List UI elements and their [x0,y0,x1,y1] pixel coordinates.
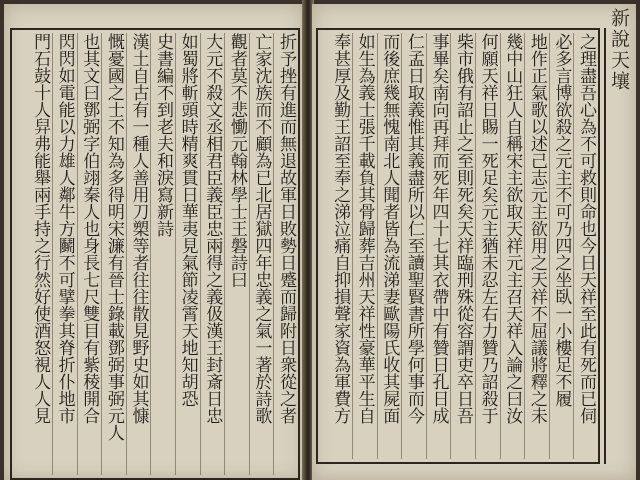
text-column: 慨憂國之士不知為多得明宋濂有晉士錄載鄧弼事弼元人 [101,33,126,475]
text-column: 柴市俄有詔止之至則死矣天祥臨刑殊從容謂吏卒日吾 [450,33,475,459]
text-column: 仁孟日取義惟其義盡所以仁至讀聖賢書所學何事而今 [401,33,426,459]
text-column: 折予挫有進而無退故軍日敗勢日蹙而歸附日衆從之者 [273,33,298,475]
text-column: 之理盡吾心為不可救則命也今日天祥至此有死而已伺 [573,33,598,459]
text-column: 如生為義士張千載負其骨歸葬吉州天祥性豪華平生自 [352,33,377,459]
left-text-frame [10,28,300,480]
left-page [4,4,304,480]
text-column: 漢土自古有一種人善用刀槊等者往往散見野史如其慷 [126,33,151,475]
right-columns [327,33,598,459]
text-column: 如蜀將斬頭時精爽貫日華夷見氣節凌霄天地知胡恐 [175,33,200,475]
text-column: 事畢矣南向再拜而死年四十七其衣帶中有贊日孔日成 [426,33,451,459]
margin-title: 新說天壤 [608,8,630,92]
text-column: 閃閃如電能以力雄人鄰牛方鬭不可擘拳其脊折仆地市 [52,33,77,475]
left-columns [27,33,298,475]
text-column: 觀者莫不悲慟元翰林學士王磐詩曰 [224,33,249,475]
text-column: 亡家沈族而不顧為已北居獄四年忠義之氣一著於詩歌 [249,33,274,475]
text-column: 地作正氣歌以述己志元主欲用之天祥不屈議將釋之未 [524,33,549,459]
right-text-frame [316,28,600,464]
text-column: 必多言博欲殺之元主不可乃四之坐臥一小樓足不履 [549,33,574,459]
right-page [312,4,636,480]
text-column: 門石鼓十人舁弗能舉兩手持之行然好使酒怒視人人見 [30,33,51,424]
text-column: 何願天祥日賜一死足矣元主猶未忍左右力贊乃詔殺于 [475,33,500,459]
text-column: 史書編不到老夫和淚寫新詩 [150,33,175,475]
text-column: 奉甚厚及勤王詔至奉之涕泣痛自抑損聲家資為軍費方 [330,33,351,424]
text-column: 也其文曰鄧弼字伯翊秦人也身長七尺雙目有紫稜開合 [77,33,102,475]
text-column: 大元不殺文丞相君臣義臣忠兩得之義伋漢王封斎日忠 [200,33,225,475]
text-column: 而後庶幾無愧南北人聞者皆為流涕妻歐陽氏收其屍面 [377,33,402,459]
text-column: 幾中山狂人自稱宋主欲取天祥元主召天祥入論之曰汝 [500,33,525,459]
